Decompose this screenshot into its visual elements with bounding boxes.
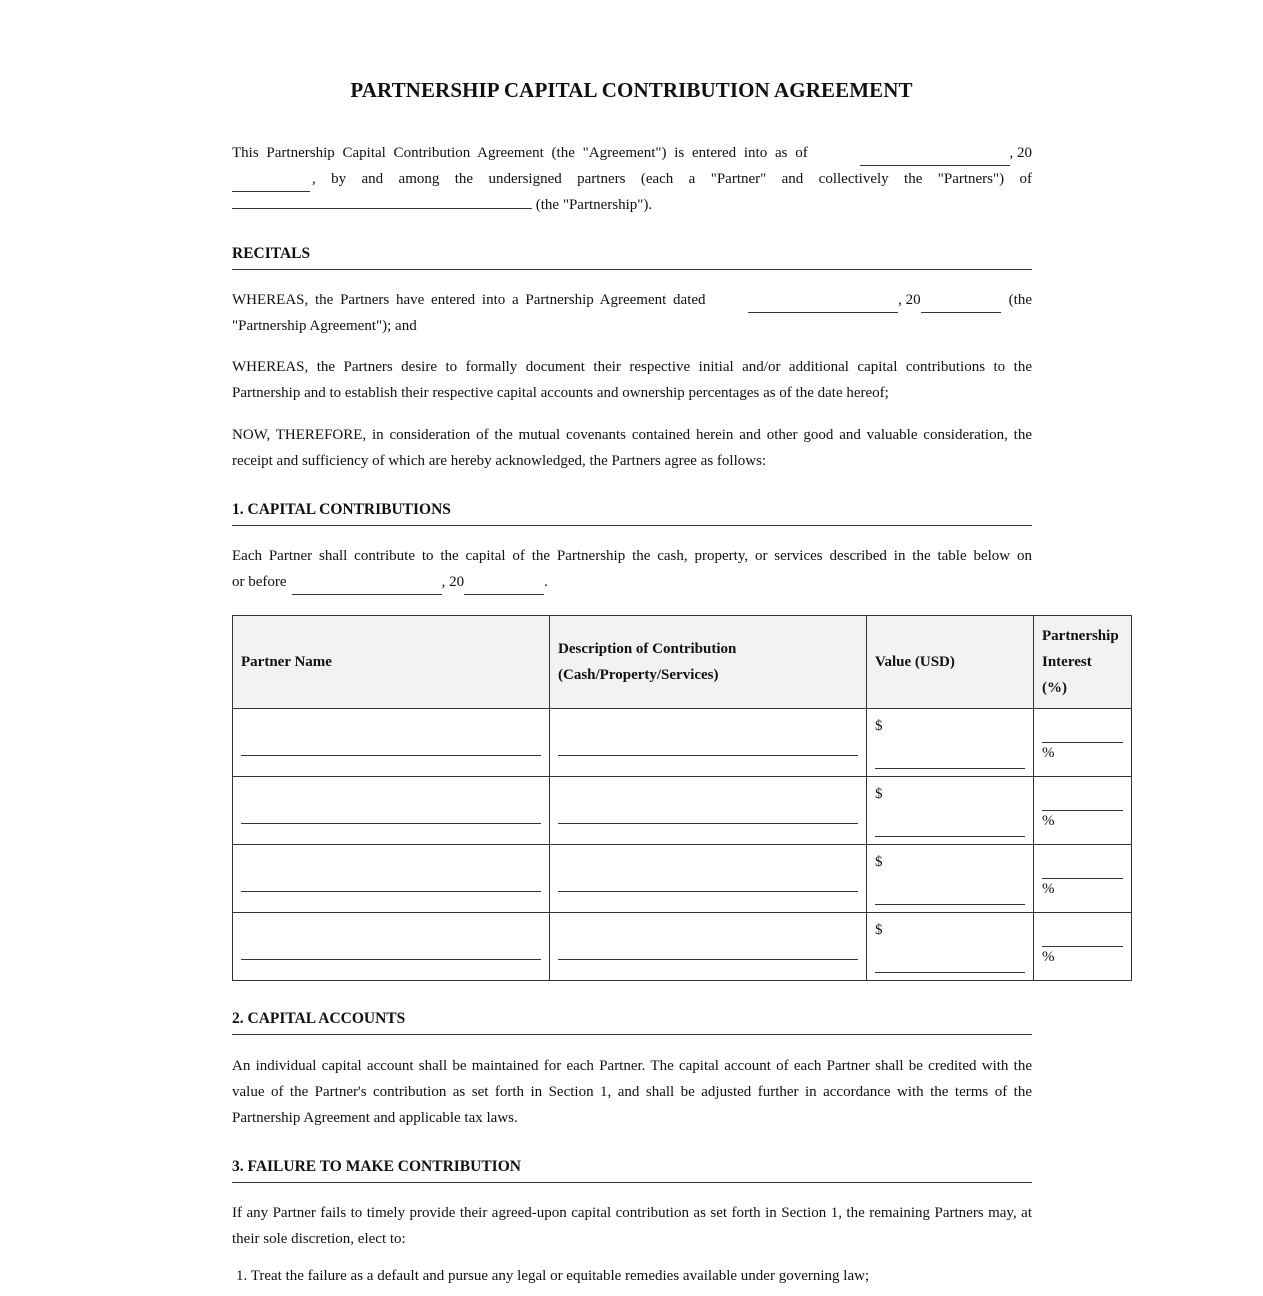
intro-text-1: This Partnership Capital Contribution Agreement (the "Agreement") is entered into as of <box>232 145 808 161</box>
partner-name-field[interactable] <box>241 959 541 960</box>
table-row <box>233 709 1132 777</box>
percent-sign: % <box>1042 813 1055 829</box>
interest-cell <box>1034 913 1132 981</box>
description-field[interactable] <box>558 959 858 960</box>
intro-date-field[interactable] <box>860 151 1010 166</box>
agreement-date-field[interactable] <box>748 298 898 313</box>
interest-field[interactable] <box>1042 946 1123 947</box>
recitals-heading: RECITALS <box>232 245 1032 270</box>
whereas-2: WHEREAS, the Partners desire to formally document their respective initial and/or additional capital contributions to the Partnership and to establish their respective capital accounts and ownership percentages as of the date hereof; <box>232 359 1032 401</box>
dollar-sign: $ <box>875 854 883 870</box>
interest-field[interactable] <box>1042 742 1123 743</box>
partner-name-field[interactable] <box>241 755 541 756</box>
section-3-text: If any Partner fails to timely provide their agreed-upon capital contribution as set forth in Section 1, the remaining Partners may, at their sole discretion, elect to: <box>232 1205 1032 1247</box>
contribution-year-prefix: , 20 <box>441 574 465 590</box>
agreement-year-prefix: , 20 <box>898 292 921 308</box>
value-cell <box>867 913 1034 981</box>
table-row <box>233 913 1132 981</box>
table-row <box>233 777 1132 845</box>
intro-text-4: (the "Partnership"). <box>535 197 653 213</box>
header-interest-line-2: Interest <box>1042 654 1092 670</box>
intro-year-field[interactable] <box>232 177 310 192</box>
percent-sign: % <box>1042 949 1055 965</box>
value-field[interactable] <box>875 972 1025 973</box>
header-value: Value (USD) <box>867 616 1034 709</box>
header-partner-name: Partner Name <box>233 616 550 709</box>
section-1-line-1: Each Partner shall contribute to the capital of the Partnership the cash, property, or services described in the table below on <box>232 548 1032 564</box>
whereas-1 <box>232 287 1032 339</box>
contribution-table <box>232 615 1132 981</box>
interest-cell <box>1034 777 1132 845</box>
header-description-line-2: (Cash/Property/Services) <box>558 667 719 683</box>
section-1-heading: 1. CAPITAL CONTRIBUTIONS <box>232 501 1032 526</box>
remedies-list <box>236 1268 1032 1285</box>
header-interest-line-1: Partnership <box>1042 628 1119 644</box>
partner-name-cell <box>233 709 550 777</box>
table-row <box>233 845 1132 913</box>
section-2-heading: 2. CAPITAL ACCOUNTS <box>232 1010 1032 1035</box>
table-header-row <box>233 616 1132 709</box>
description-cell <box>550 777 867 845</box>
section-1-or-before: or before <box>232 574 287 590</box>
agreement-year-field[interactable] <box>921 298 1001 313</box>
value-cell <box>867 845 1034 913</box>
description-cell <box>550 845 867 913</box>
whereas-1-text-2: "Partnership Agreement"); and <box>232 318 417 334</box>
whereas-1-text: WHEREAS, the Partners have entered into a Partnership Agreement dated <box>232 292 706 308</box>
description-field[interactable] <box>558 891 858 892</box>
value-cell <box>867 709 1034 777</box>
section-2-text: An individual capital account shall be maintained for each Partner. The capital account of each Partner shall be credited with the value of the Partner's contribution as set forth in Section 1, and shall be adjusted further in accordance with the terms of the Partnership Agreement and applicable tax laws. <box>232 1058 1032 1126</box>
header-interest <box>1034 616 1132 709</box>
percent-sign: % <box>1042 881 1055 897</box>
interest-cell <box>1034 845 1132 913</box>
description-field[interactable] <box>558 823 858 824</box>
value-cell <box>867 777 1034 845</box>
section-1-period: . <box>544 574 548 590</box>
section-3-heading: 3. FAILURE TO MAKE CONTRIBUTION <box>232 1158 1032 1183</box>
value-field[interactable] <box>875 904 1025 905</box>
description-field[interactable] <box>558 755 858 756</box>
intro-paragraph <box>232 140 1032 218</box>
dollar-sign: $ <box>875 922 883 938</box>
contribution-date-field[interactable] <box>292 580 442 595</box>
description-cell <box>550 913 867 981</box>
partner-name-field[interactable] <box>241 891 541 892</box>
value-field[interactable] <box>875 836 1025 837</box>
partner-name-cell <box>233 913 550 981</box>
partner-name-field[interactable] <box>241 823 541 824</box>
whereas-1-the: (the <box>1008 292 1032 308</box>
header-description <box>550 616 867 709</box>
contribution-year-field[interactable] <box>464 580 544 595</box>
description-cell <box>550 709 867 777</box>
partner-name-cell <box>233 845 550 913</box>
list-item: 1. Treat the failure as a default and pursue any legal or equitable remedies available under governing law; <box>236 1268 870 1284</box>
intro-text-3: , by and among the undersigned partners (each a "Partner" and collectively the "Partners") of <box>312 171 1032 187</box>
percent-sign: % <box>1042 745 1055 761</box>
header-description-line-1: Description of Contribution <box>558 641 737 657</box>
now-therefore: NOW, THEREFORE, in consideration of the mutual covenants contained herein and other good and valuable consideration, the receipt and sufficiency of which are hereby acknowledged, the Partners agree as follows: <box>232 427 1032 469</box>
header-interest-line-3: (%) <box>1042 680 1067 696</box>
intro-year-prefix: , 20 <box>1009 145 1032 161</box>
partnership-name-field[interactable] <box>232 194 532 209</box>
dollar-sign: $ <box>875 718 883 734</box>
section-1-text <box>232 543 1032 595</box>
interest-field[interactable] <box>1042 878 1123 879</box>
interest-cell <box>1034 709 1132 777</box>
interest-field[interactable] <box>1042 810 1123 811</box>
dollar-sign: $ <box>875 786 883 802</box>
partner-name-cell <box>233 777 550 845</box>
value-field[interactable] <box>875 768 1025 769</box>
document-title: PARTNERSHIP CAPITAL CONTRIBUTION AGREEMENT <box>350 78 913 102</box>
